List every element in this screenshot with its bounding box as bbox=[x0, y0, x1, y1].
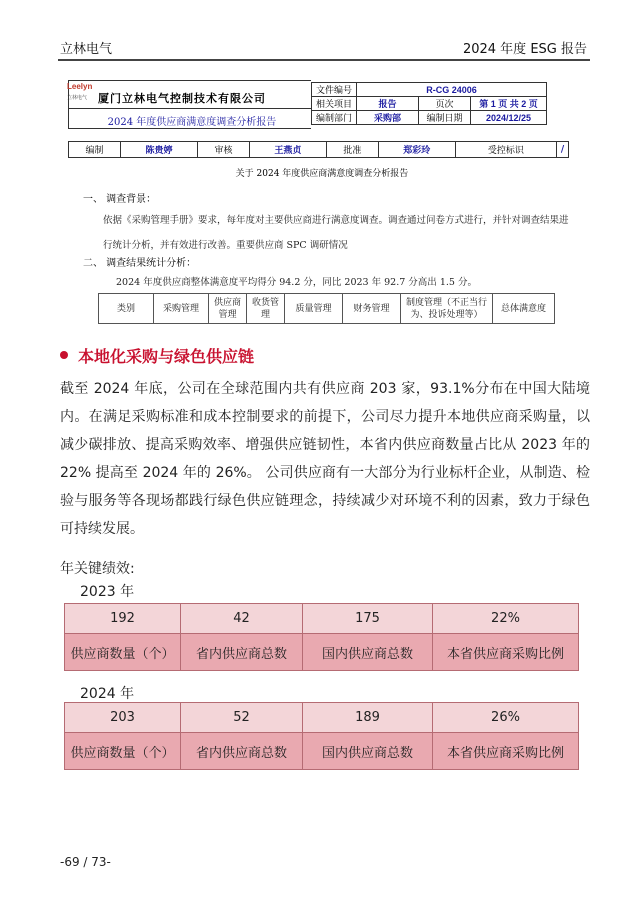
kpi-value: 42 bbox=[181, 604, 303, 634]
survey-subtitle: 关于 2024 年度供应商满意度调查分析报告 bbox=[235, 169, 409, 179]
page-value: 第 1 页 共 2 页 bbox=[471, 97, 547, 111]
score-header: 制度管理（不正当行为、投诉处理等） bbox=[401, 294, 493, 324]
kpi-label: 本省供应商采购比例 bbox=[433, 634, 579, 671]
doc-no-value: R-CG 24006 bbox=[357, 83, 547, 97]
reviewer-name: 王燕贞 bbox=[250, 142, 327, 158]
dept-label: 编制部门 bbox=[312, 111, 357, 125]
score-table bbox=[98, 293, 555, 324]
title-box-divider bbox=[68, 108, 311, 109]
kpi-label: 省内供应商总数 bbox=[181, 733, 303, 770]
kpi-value: 189 bbox=[303, 703, 433, 733]
kpi-value: 26% bbox=[433, 703, 579, 733]
approver-name: 郑彩玲 bbox=[378, 142, 455, 158]
doc-no-label: 文件编号 bbox=[312, 83, 357, 97]
section-results-heading: 二、 调查结果统计分析： bbox=[83, 258, 197, 269]
kpi-table-2023 bbox=[64, 603, 579, 671]
score-header: 财务管理 bbox=[343, 294, 401, 324]
kpi-value: 22% bbox=[433, 604, 579, 634]
kpi-table-2024 bbox=[64, 702, 579, 770]
item-value: 报告 bbox=[357, 97, 419, 111]
kpi-label: 供应商数量（个） bbox=[65, 634, 181, 671]
header-company: 立林电气 bbox=[60, 42, 113, 57]
review-label: 审核 bbox=[197, 142, 249, 158]
company-logo-subtext: 立林电气 bbox=[67, 95, 88, 101]
company-name: 厦门立林电气控制技术有限公司 bbox=[98, 92, 266, 105]
kpi-label: 供应商数量（个） bbox=[65, 733, 181, 770]
score-header: 总体满意度 bbox=[493, 294, 555, 324]
score-header: 类别 bbox=[99, 294, 154, 324]
control-value: / bbox=[557, 142, 569, 158]
kpi-label: 国内供应商总数 bbox=[303, 634, 433, 671]
score-header: 收货管理 bbox=[247, 294, 285, 324]
section-background-text: 依据《采购管理手册》要求，每年度对主要供应商进行满意度调查。调查通过问卷方式进行，并针对调查结果进行统计分析，并有效进行改善。重要供应商 SPC 调研情况 bbox=[103, 215, 569, 251]
section-body: 截至 2024 年底，公司在全球范围内共有供应商 203 家，93.1%分布在中国大陆境内。在满足采购标准和成本控制要求的前提下，公司尽力提升本地供应商采购量，以减少碳排放、提高采购效率、增强供应链韧性，本省内供应商数量占比从 2023 年的 22% 提高至 2024 年的 26%。 公司供应商有一大部分为行业标杆企业，从制造、检验与服务等各现场都践行绿色供应链理念，持续减少对环境不利的因素，致力于绿色可持续发展。 bbox=[60, 381, 590, 537]
page-number: -69 / 73- bbox=[60, 855, 111, 869]
control-label: 受控标识 bbox=[455, 142, 556, 158]
section-bullet-icon bbox=[60, 351, 68, 359]
author-name: 陈贵婷 bbox=[121, 142, 198, 158]
kpi-value: 52 bbox=[181, 703, 303, 733]
score-header: 供应商管理 bbox=[209, 294, 247, 324]
date-value: 2024/12/25 bbox=[471, 111, 547, 125]
kpi-value: 203 bbox=[65, 703, 181, 733]
kpi-label: 本省供应商采购比例 bbox=[433, 733, 579, 770]
company-logo: Leelyn bbox=[67, 82, 93, 91]
kpi-value: 175 bbox=[303, 604, 433, 634]
date-label: 编制日期 bbox=[419, 111, 471, 125]
kpi-value: 192 bbox=[65, 604, 181, 634]
score-header: 质量管理 bbox=[285, 294, 343, 324]
kpi-label: 国内供应商总数 bbox=[303, 733, 433, 770]
sign-off-table bbox=[68, 141, 569, 158]
year-label-2024: 2024 年 bbox=[80, 686, 135, 702]
section-background-heading: 一、 调查背景： bbox=[83, 194, 157, 205]
performance-label: 年关键绩效: bbox=[60, 561, 135, 577]
section-title: 本地化采购与绿色供应链 bbox=[78, 347, 255, 366]
author-label: 编制 bbox=[69, 142, 121, 158]
header-report-name: 2024 年度 ESG 报告 bbox=[462, 42, 587, 57]
page-label: 页次 bbox=[419, 97, 471, 111]
report-title: 2024 年度供应商满意度调查分析报告 bbox=[107, 117, 277, 128]
approve-label: 批准 bbox=[326, 142, 378, 158]
score-header: 采购管理 bbox=[154, 294, 209, 324]
document-meta-table bbox=[311, 82, 547, 125]
section-results-text: 2024 年度供应商整体满意度平均得分 94.2 分，同比 2023 年 92.7 分高出 1.5 分。 bbox=[116, 277, 477, 288]
scanned-survey-report bbox=[58, 78, 586, 328]
item-label: 相关项目 bbox=[312, 97, 357, 111]
year-label-2023: 2023 年 bbox=[80, 584, 135, 600]
dept-value: 采购部 bbox=[357, 111, 419, 125]
kpi-label: 省内供应商总数 bbox=[181, 634, 303, 671]
header-divider bbox=[58, 59, 590, 61]
